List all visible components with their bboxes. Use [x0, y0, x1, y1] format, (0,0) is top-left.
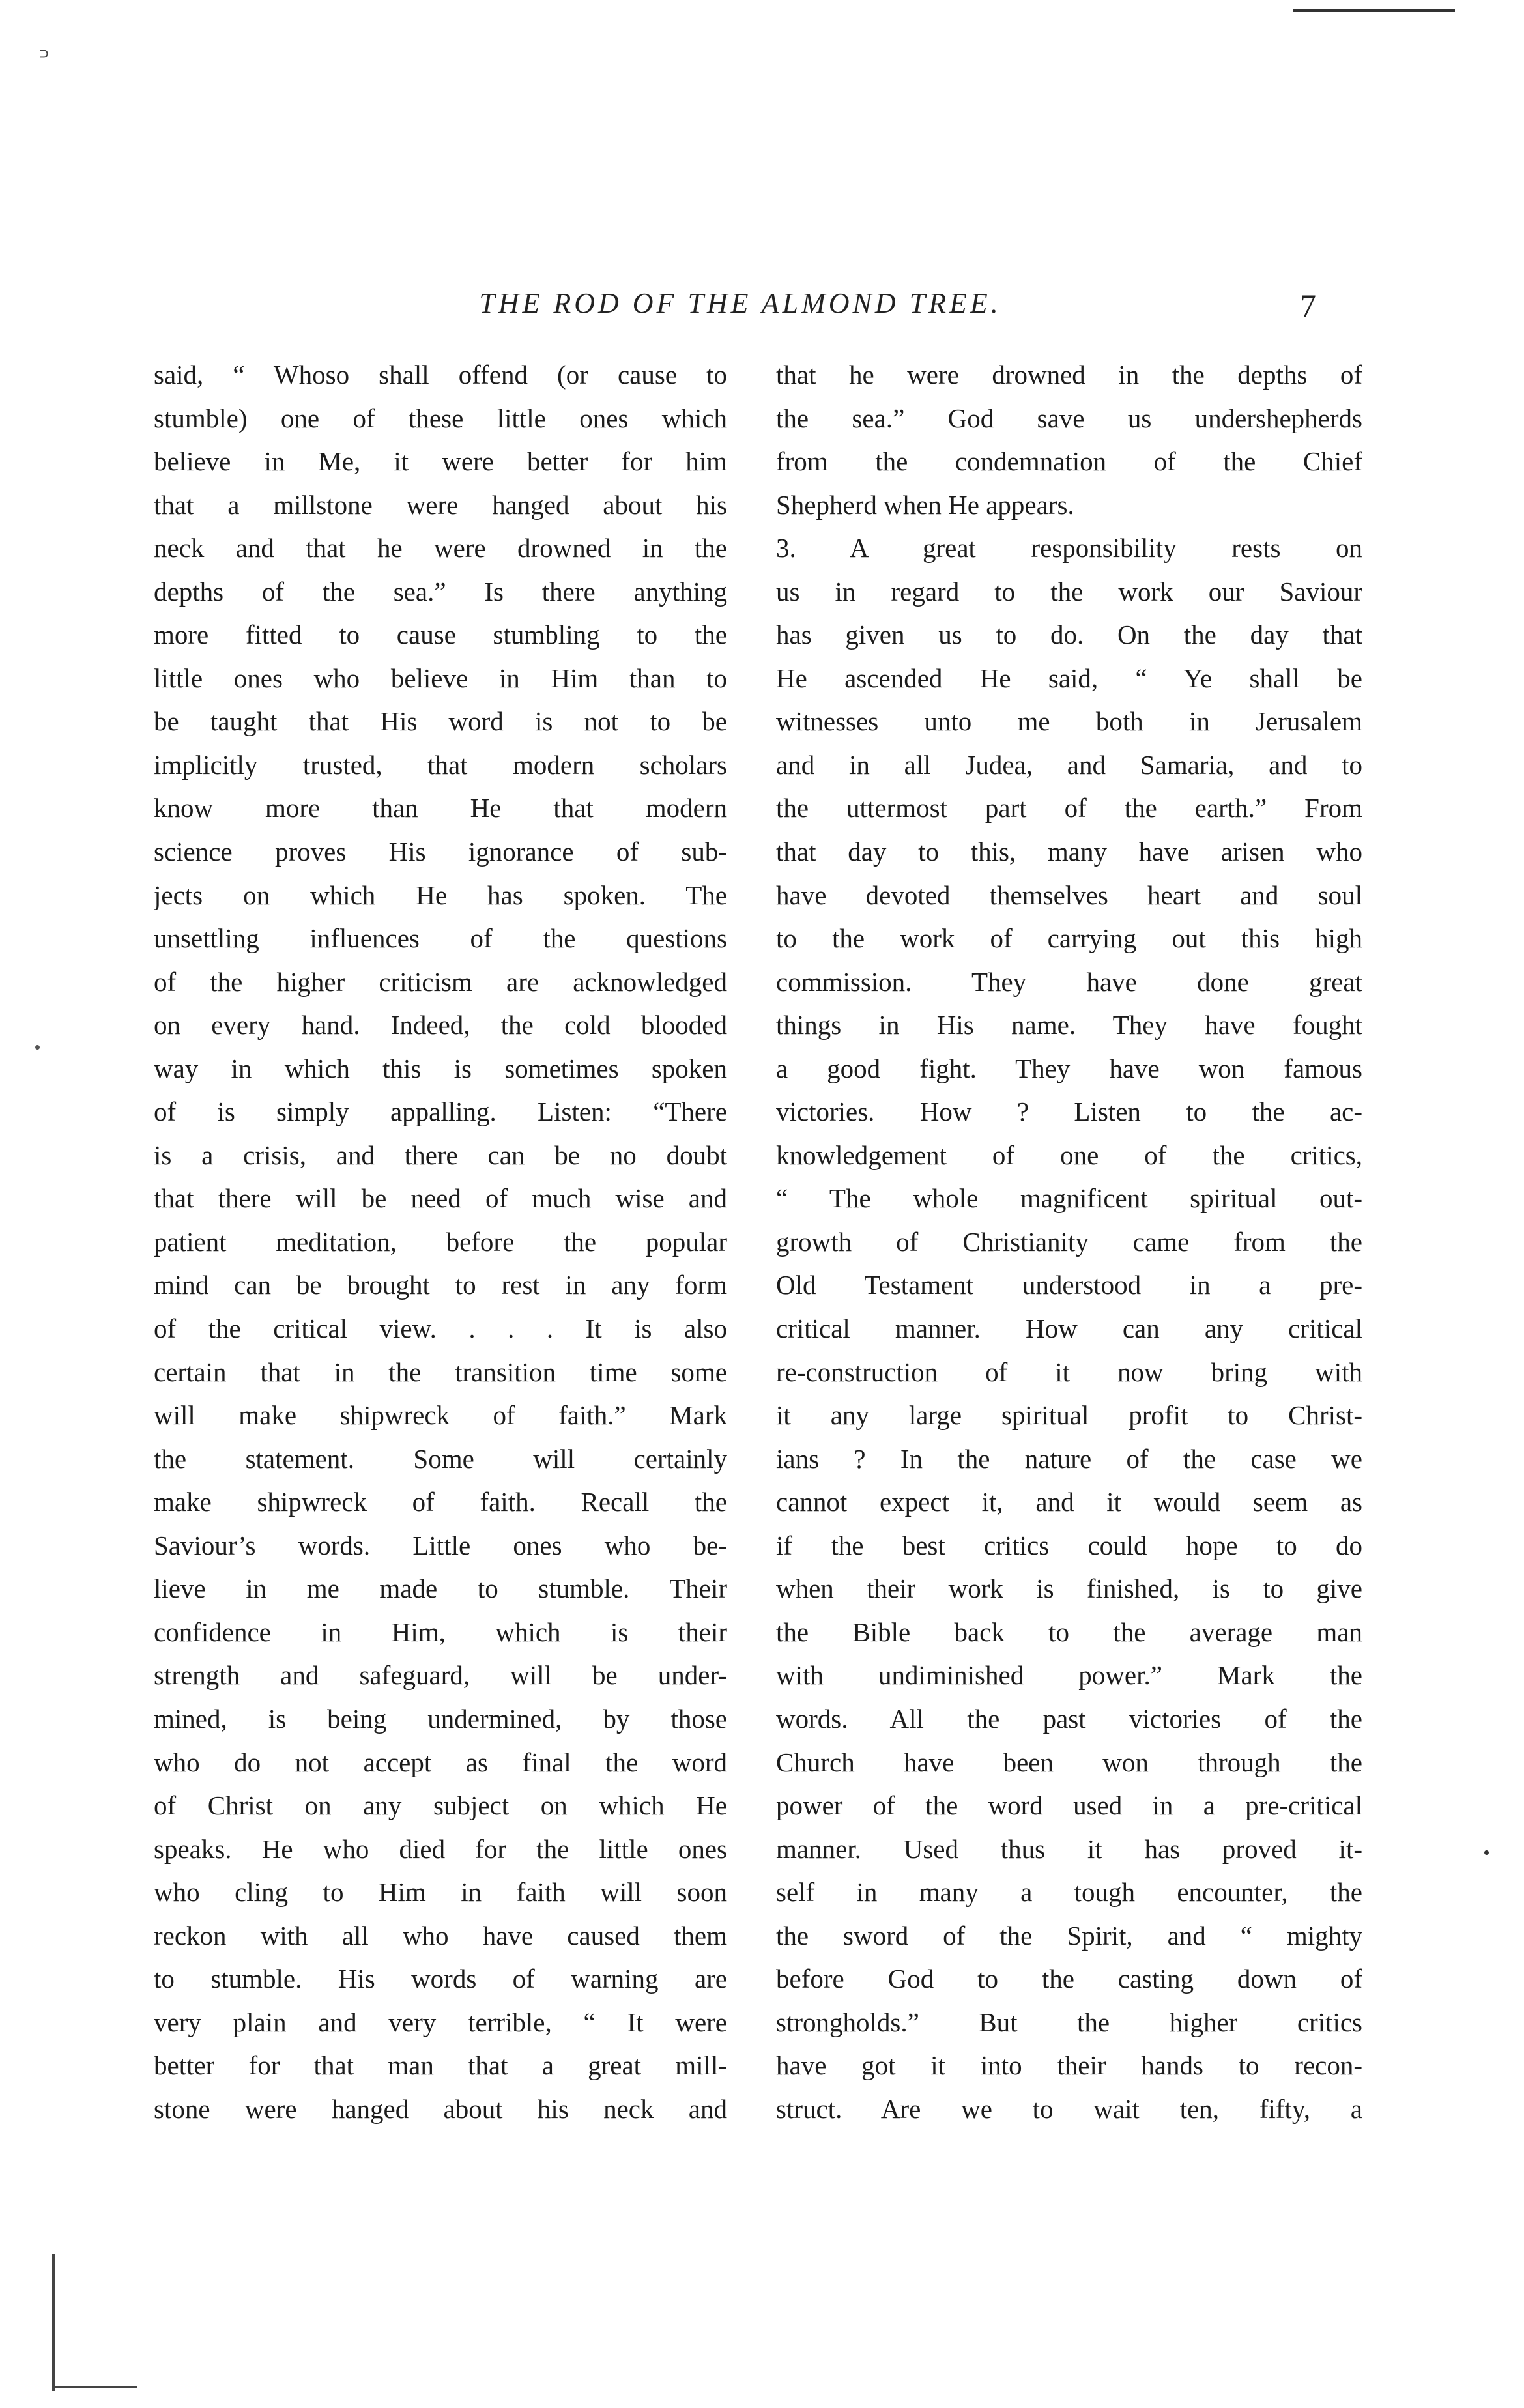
text-line: lieve in me made to stumble. Their [154, 1573, 727, 1604]
text-line: witnesses unto me both in Jerusalem [776, 706, 1362, 737]
text-line: that there will be need of much wise and [154, 1183, 727, 1214]
text-line: stumble) one of these little ones which [154, 403, 727, 433]
text-line: power of the word used in a pre-critical [776, 1790, 1362, 1821]
text-line: cannot expect it, and it would seem as [776, 1487, 1362, 1517]
text-line: depths of the sea.” Is there anything [154, 576, 727, 607]
text-line: of Christ on any subject on which He [154, 1790, 727, 1821]
text-line: from the condemnation of the Chief [776, 446, 1362, 477]
corner-mark: ꜄ [39, 44, 50, 77]
text-line: struct. Are we to wait ten, fifty, a [776, 2093, 1362, 2124]
text-line: words. All the past victories of the [776, 1703, 1362, 1734]
text-line: of the critical view. . . . It is also [154, 1313, 727, 1344]
text-line: stone were hanged about his neck and [154, 2093, 727, 2124]
text-line: and in all Judea, and Samaria, and to [776, 749, 1362, 780]
top-edge-rule [1293, 9, 1455, 12]
text-line: Church have been won through the [776, 1747, 1362, 1777]
text-line: a good fight. They have won famous [776, 1053, 1362, 1083]
text-line: before God to the casting down of [776, 1964, 1362, 1994]
text-line: it any large spiritual profit to Christ- [776, 1400, 1362, 1431]
text-line: mind can be brought to rest in any form [154, 1270, 727, 1300]
text-line: that he were drowned in the depths of [776, 360, 1362, 390]
text-line: the Bible back to the average man [776, 1616, 1362, 1647]
text-line: “ The whole magnificent spiritual out- [776, 1183, 1362, 1214]
text-line: ians ? In the nature of the case we [776, 1443, 1362, 1474]
text-line: implicitly trusted, that modern scholars [154, 749, 727, 780]
text-line: the statement. Some will certainly [154, 1443, 727, 1474]
text-line: strongholds.” But the higher critics [776, 2007, 1362, 2037]
text-line: strength and safeguard, will be under- [154, 1660, 727, 1691]
text-line: said, “ Whoso shall offend (or cause to [154, 360, 727, 390]
text-line: with undiminished power.” Mark the [776, 1660, 1362, 1691]
text-line: things in His name. They have fought [776, 1010, 1362, 1040]
text-line: of the higher criticism are acknowledged [154, 966, 727, 997]
text-line: commission. They have done great [776, 966, 1362, 997]
text-line: us in regard to the work our Saviour [776, 576, 1362, 607]
text-line: science proves His ignorance of sub- [154, 837, 727, 867]
text-line: 3. A great responsibility rests on [776, 533, 1362, 564]
text-line: growth of Christianity came from the [776, 1226, 1362, 1257]
binding-edge-mark [52, 2254, 55, 2391]
text-line: who do not accept as final the word [154, 1747, 727, 1777]
text-line: little ones who believe in Him than to [154, 663, 727, 693]
text-line: when their work is finished, is to give [776, 1573, 1362, 1604]
text-line: He ascended He said, “ Ye shall be [776, 663, 1362, 693]
text-line: the sword of the Spirit, and “ mighty [776, 1920, 1362, 1951]
text-line: have got it into their hands to recon- [776, 2050, 1362, 2081]
text-line: victories. How ? Listen to the ac- [776, 1096, 1362, 1127]
text-line: re-construction of it now bring with [776, 1356, 1362, 1387]
text-line: that a millstone were hanged about his [154, 489, 727, 520]
right-text-column [776, 353, 1362, 2308]
text-line: will make shipwreck of faith.” Mark [154, 1400, 727, 1431]
text-line: reckon with all who have caused them [154, 1920, 727, 1951]
text-line: to stumble. His words of warning are [154, 1964, 727, 1994]
text-line: certain that in the transition time some [154, 1356, 727, 1387]
left-text-column [154, 353, 727, 2308]
text-line: Shepherd when He appears. [776, 489, 1074, 520]
text-line: that day to this, many have arisen who [776, 837, 1362, 867]
text-line: more fitted to cause stumbling to the [154, 620, 727, 650]
page-number: 7 [1300, 287, 1316, 324]
binding-edge-mark [52, 2386, 137, 2388]
text-line: have devoted themselves heart and soul [776, 880, 1362, 910]
text-line: know more than He that modern [154, 793, 727, 824]
text-line: confidence in Him, which is their [154, 1616, 727, 1647]
text-line: Old Testament understood in a pre- [776, 1270, 1362, 1300]
text-line: speaks. He who died for the little ones [154, 1833, 727, 1864]
text-line: the uttermost part of the earth.” From [776, 793, 1362, 824]
text-line: believe in Me, it were better for him [154, 446, 727, 477]
text-line: patient meditation, before the popular [154, 1226, 727, 1257]
text-line: neck and that he were drowned in the [154, 533, 727, 564]
text-line: Saviour’s words. Little ones who be- [154, 1530, 727, 1560]
margin-speck [1484, 1850, 1489, 1855]
text-line: unsettling influences of the questions [154, 923, 727, 954]
margin-speck [35, 1045, 40, 1050]
running-title: THE ROD OF THE ALMOND TREE. [479, 287, 1001, 319]
text-line: very plain and very terrible, “ It were [154, 2007, 727, 2037]
text-line: manner. Used thus it has proved it- [776, 1833, 1362, 1864]
text-line: critical manner. How can any critical [776, 1313, 1362, 1344]
text-line: way in which this is sometimes spoken [154, 1053, 727, 1083]
text-line: if the best critics could hope to do [776, 1530, 1362, 1560]
text-line: self in many a tough encounter, the [776, 1877, 1362, 1908]
text-line: be taught that His word is not to be [154, 706, 727, 737]
text-line: has given us to do. On the day that [776, 620, 1362, 650]
text-line: better for that man that a great mill- [154, 2050, 727, 2081]
text-line: to the work of carrying out this high [776, 923, 1362, 954]
text-line: the sea.” God save us undershepherds [776, 403, 1362, 433]
text-line: mined, is being undermined, by those [154, 1703, 727, 1734]
text-line: who cling to Him in faith will soon [154, 1877, 727, 1908]
text-line: on every hand. Indeed, the cold blooded [154, 1010, 727, 1040]
text-line: of is simply appalling. Listen: “There [154, 1096, 727, 1127]
text-line: jects on which He has spoken. The [154, 880, 727, 910]
text-line: make shipwreck of faith. Recall the [154, 1487, 727, 1517]
text-line: is a crisis, and there can be no doubt [154, 1140, 727, 1170]
text-line: knowledgement of one of the critics, [776, 1140, 1362, 1170]
